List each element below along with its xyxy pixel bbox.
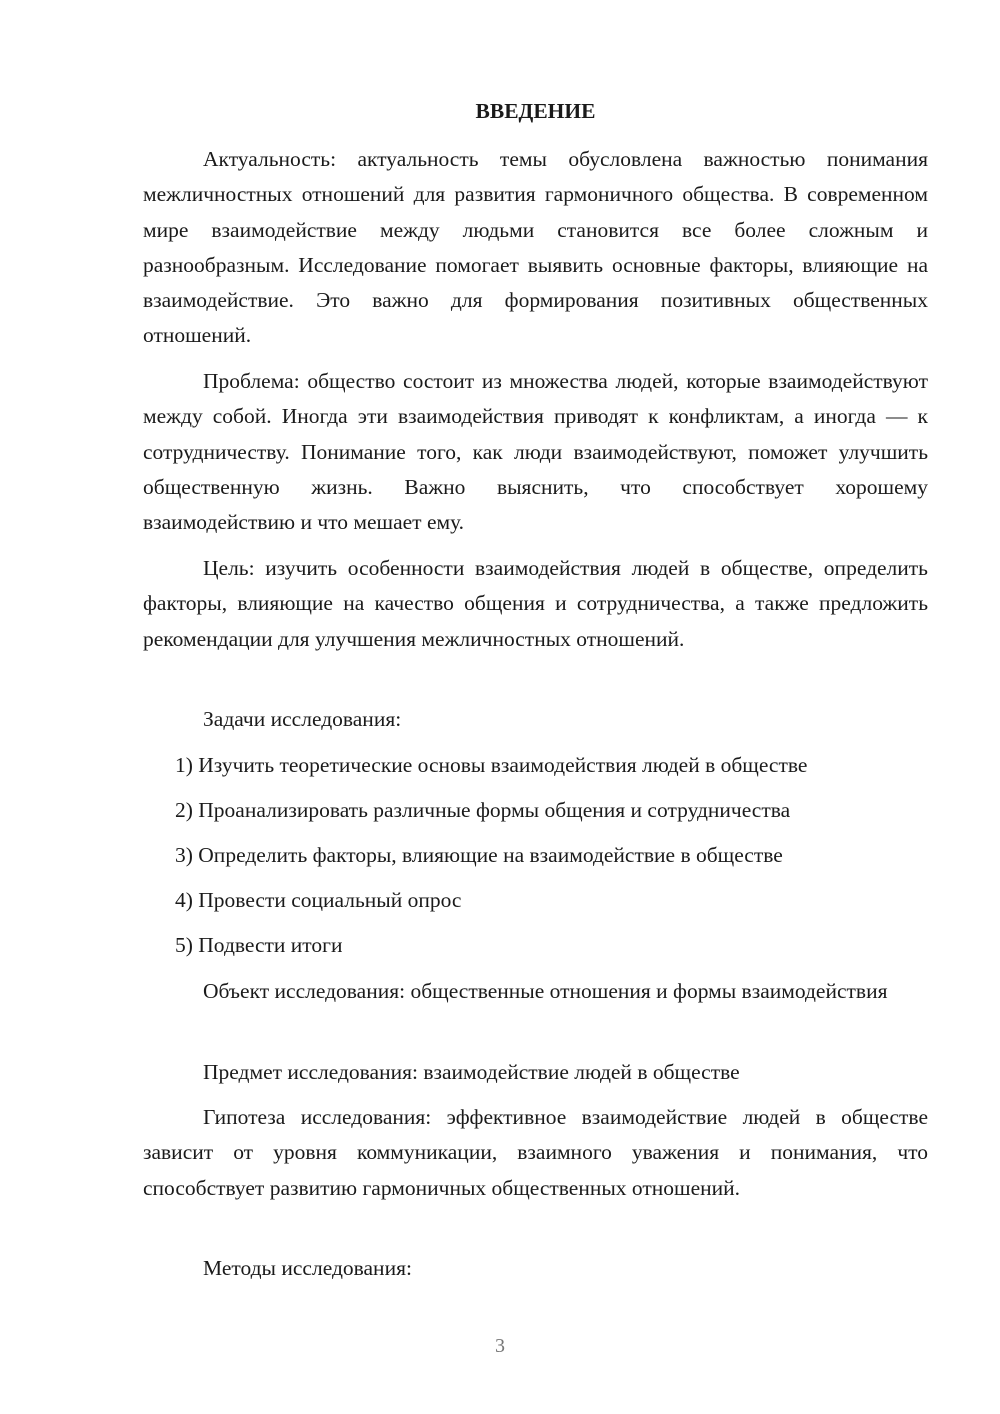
page-number: 3	[495, 1335, 505, 1357]
task-item: 1) Изучить теоретические основы взаимодействия людей в обществе	[175, 753, 808, 777]
paragraph-hypothesis: Гипотеза исследования: эффективное взаимодействие людей в обществе зависит от уровня коммуникации, взаимного уважения и понимания, что способствует развитию гармоничных общественных отношений.	[143, 1105, 928, 1200]
paragraph-problem: Проблема: общество состоит из множества людей, которые взаимодействуют между собой. Иногда эти взаимодействия приводят к конфликтам, а иногда — к сотрудничеству. Понимание того, как люди взаимодействуют, поможет улучшить общественную жизнь. Важно выяснить, что способствует хорошему взаимодействию и что мешает ему.	[143, 369, 928, 535]
task-item: 5) Подвести итоги	[175, 933, 343, 957]
paragraph-goal: Цель: изучить особенности взаимодействия людей в обществе, определить факторы, влияющие на качество общения и сотрудничества, а также предложить рекомендации для улучшения межличностных отношений.	[143, 556, 928, 651]
task-item: 2) Проанализировать различные формы общения и сотрудничества	[175, 798, 791, 822]
methods-title: Методы исследования:	[203, 1256, 412, 1280]
task-item: 3) Определить факторы, влияющие на взаимодействие в обществе	[175, 843, 783, 867]
paragraph-subject: Предмет исследования: взаимодействие людей в обществе	[203, 1060, 740, 1084]
tasks-title: Задачи исследования:	[203, 707, 402, 731]
paragraph-relevance: Актуальность: актуальность темы обусловлена важностью понимания межличностных отношений для развития гармоничного общества. В современном мире взаимодействие между людьми становится все более сложным и разнообразным. Исследование помогает выявить основные факторы, влияющие на взаимодействие. Это важно для формирования позитивных общественных отношений.	[143, 147, 928, 348]
paragraph-object: Объект исследования: общественные отношения и формы взаимодействия	[203, 979, 888, 1003]
task-item: 4) Провести социальный опрос	[175, 888, 462, 912]
section-heading: ВВЕДЕНИЕ	[475, 99, 596, 123]
